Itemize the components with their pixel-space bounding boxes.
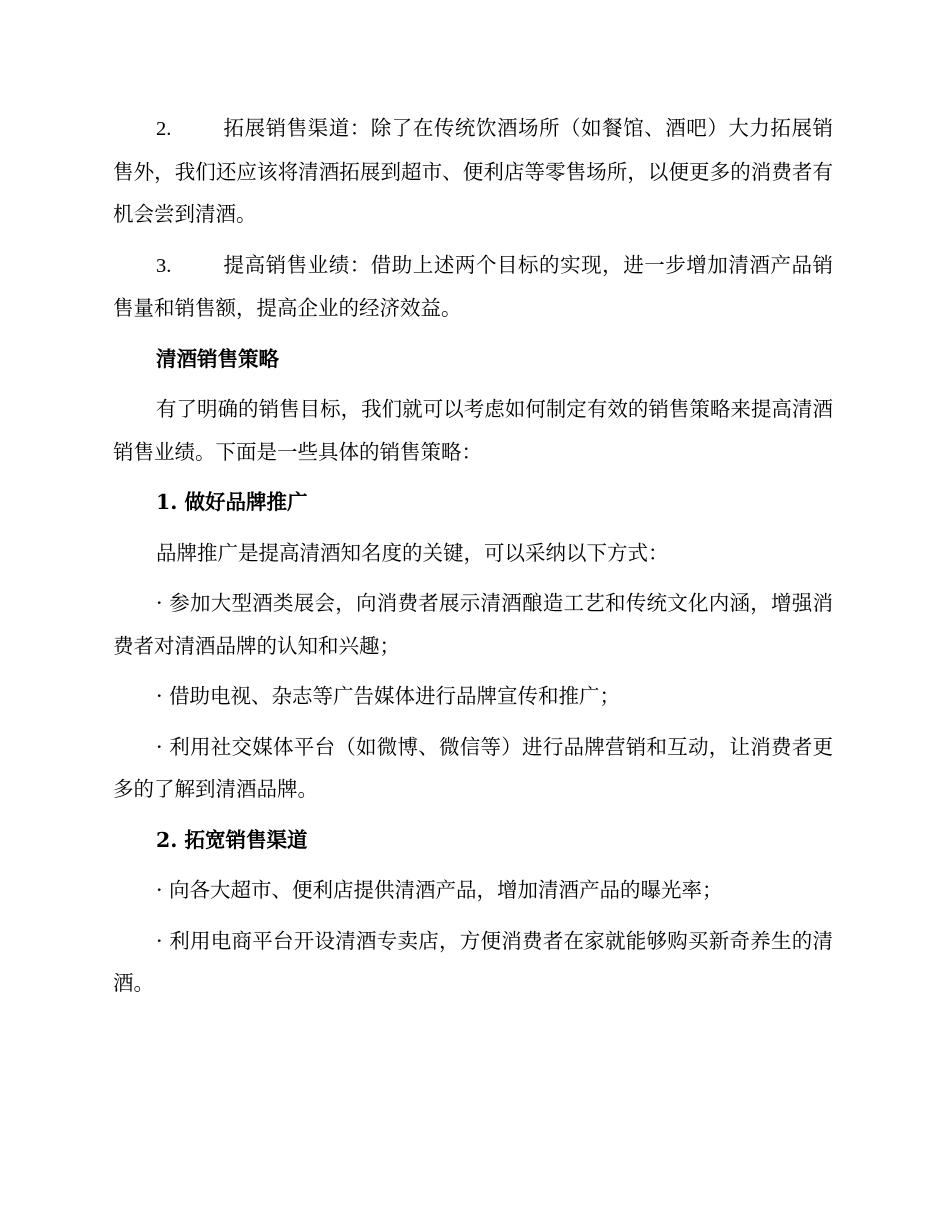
goal-item-text: 拓展销售渠道：除了在传统饮酒场所（如餐馆、酒吧）大力拓展销售外，我们还应该将清酒拓展到超市、便利店等零售场所，以便更多的消费者有机会尝到清酒。: [113, 116, 833, 226]
goal-item-2: [113, 107, 833, 236]
strategy-1-heading: 1. 做好品牌推广: [156, 490, 308, 514]
strategy-1-bullet: · 参加大型酒类展会，向消费者展示清酒酿造工艺和传统文化内涵，增强消费者对清酒品牌的认知和兴趣；: [113, 591, 833, 658]
goal-item-text: 提高销售业绩：借助上述两个目标的实现，进一步增加清酒产品销售量和销售额，提高企业的经济效益。: [113, 252, 833, 320]
strategy-1-bullet: · 利用社交媒体平台（如微博、微信等）进行品牌营销和互动，让消费者更多的了解到清酒品牌。: [113, 734, 833, 801]
document-page: [113, 107, 833, 1013]
strategy-1-intro: 品牌推广是提高清酒知名度的关键，可以采纳以下方式：: [156, 540, 669, 565]
section-intro: 有了明确的销售目标，我们就可以考虑如何制定有效的销售策略来提高清酒销售业绩。下面是一些具体的销售策略：: [113, 397, 833, 464]
strategy-1-bullet: · 借助电视、杂志等广告媒体进行品牌宣传和推广；: [156, 684, 621, 708]
goal-item-number: 2.: [156, 118, 172, 140]
goal-item-number: 3.: [156, 254, 172, 277]
strategy-2-heading: 2. 拓宽销售渠道: [156, 827, 308, 852]
section-heading: 清酒销售策略: [156, 346, 279, 371]
strategy-2-bullet: · 向各大超市、便利店提供清酒产品，增加清酒产品的曝光率；: [156, 878, 723, 902]
goal-item-3: [113, 244, 833, 330]
strategy-2-bullet: · 利用电商平台开设清酒专卖店，方便消费者在家就能够购买新奇养生的清酒。: [113, 928, 833, 995]
